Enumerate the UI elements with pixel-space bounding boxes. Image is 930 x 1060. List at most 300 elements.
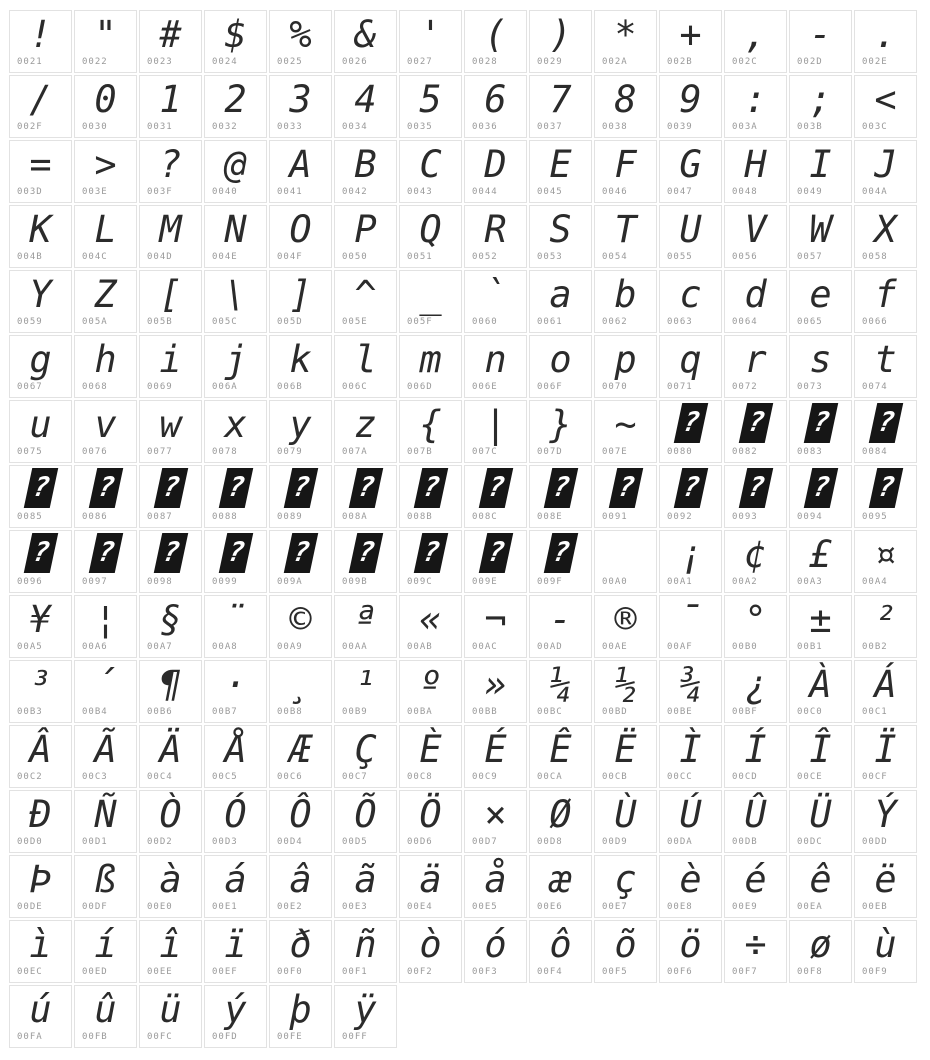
glyph-cell (464, 920, 527, 983)
glyph (140, 272, 201, 316)
glyph-cell (464, 530, 527, 593)
codepoint-label: 00A1 (667, 577, 693, 587)
codepoint-label: 00CF (862, 772, 888, 782)
glyph-cell (74, 725, 137, 788)
glyph-character: ¿ (744, 663, 767, 706)
notdef-question-mark: ? (809, 472, 832, 503)
glyph-cell (399, 530, 462, 593)
glyph-character: A (289, 143, 312, 186)
glyph (75, 857, 136, 901)
codepoint-label: 005E (342, 317, 368, 327)
glyph (660, 532, 721, 576)
glyph-character: § (159, 598, 182, 641)
glyph-cell (529, 335, 592, 398)
glyph-character: ¢ (744, 533, 767, 576)
codepoint-label: 004E (212, 252, 238, 262)
glyph-character: R (484, 208, 507, 251)
glyph-character: æ (549, 858, 572, 901)
codepoint-label: 00D8 (537, 837, 563, 847)
glyph-character: È (419, 728, 442, 771)
glyph-cell (789, 725, 852, 788)
glyph-cell (269, 595, 332, 658)
glyph-character: Z (94, 273, 117, 316)
codepoint-label: 0067 (17, 382, 43, 392)
codepoint-label: 0062 (602, 317, 628, 327)
codepoint-label: 0026 (342, 57, 368, 67)
glyph (660, 467, 721, 511)
glyph-cell (724, 335, 787, 398)
glyph (10, 857, 71, 901)
glyph (10, 272, 71, 316)
glyph-character: K (29, 208, 52, 251)
glyph-cell (269, 920, 332, 983)
glyph-character: ð (289, 923, 312, 966)
glyph-cell (529, 205, 592, 268)
glyph (205, 337, 266, 381)
codepoint-label: 0023 (147, 57, 173, 67)
glyph-character: , (744, 13, 767, 56)
glyph-character: y (289, 403, 312, 446)
glyph-cell (854, 270, 917, 333)
glyph-cell (854, 660, 917, 723)
glyph-character: 8 (614, 78, 637, 121)
glyph-cell (204, 140, 267, 203)
codepoint-label: 0096 (17, 577, 43, 587)
codepoint-label: 0041 (277, 187, 303, 197)
codepoint-label: 00D7 (472, 837, 498, 847)
codepoint-label: 00CD (732, 772, 758, 782)
glyph-character: ¥ (29, 598, 52, 641)
glyph-character: [ (159, 273, 182, 316)
glyph-cell (139, 270, 202, 333)
codepoint-label: 00A7 (147, 642, 173, 652)
glyph-character: z (354, 403, 377, 446)
glyph (725, 792, 786, 836)
codepoint-label: 008B (407, 512, 433, 522)
glyph (595, 532, 656, 576)
glyph-character: / (29, 78, 52, 121)
glyph (465, 272, 526, 316)
codepoint-label: 0063 (667, 317, 693, 327)
glyph-character: ® (614, 598, 637, 641)
codepoint-label: 009E (472, 577, 498, 587)
codepoint-label: 008E (537, 512, 563, 522)
glyph-character: â (289, 858, 312, 901)
glyph-cell (789, 400, 852, 463)
glyph (75, 662, 136, 706)
codepoint-label: 00B1 (797, 642, 823, 652)
notdef-question-mark: ? (224, 472, 247, 503)
glyph-cell (269, 855, 332, 918)
glyph-character: n (484, 338, 507, 381)
glyph-character: ° (744, 598, 767, 641)
glyph-cell (269, 75, 332, 138)
glyph (205, 792, 266, 836)
codepoint-label: 0047 (667, 187, 693, 197)
glyph-character: C (419, 143, 442, 186)
glyph (140, 337, 201, 381)
glyph-cell (529, 465, 592, 528)
codepoint-label: 00E0 (147, 902, 173, 912)
glyph-character: V (744, 208, 767, 251)
glyph (595, 402, 656, 446)
glyph-character: © (289, 598, 312, 641)
glyph (595, 727, 656, 771)
glyph (270, 272, 331, 316)
glyph-cell (464, 335, 527, 398)
glyph (855, 467, 916, 511)
glyph-cell (594, 205, 657, 268)
glyph-cell (269, 335, 332, 398)
glyph (335, 532, 396, 576)
glyph (855, 402, 916, 446)
notdef-question-mark: ? (679, 472, 702, 503)
glyph-character: u (29, 403, 52, 446)
glyph-cell (334, 790, 397, 853)
glyph-cell (464, 855, 527, 918)
glyph (205, 12, 266, 56)
notdef-question-mark: ? (744, 472, 767, 503)
codepoint-label: 0034 (342, 122, 368, 132)
codepoint-label: 00C9 (472, 772, 498, 782)
glyph-character: ¸ (289, 663, 312, 706)
glyph (530, 597, 591, 641)
glyph-character: M (159, 208, 182, 251)
glyph-cell (854, 75, 917, 138)
codepoint-label: 0087 (147, 512, 173, 522)
glyph-cell (659, 530, 722, 593)
glyph (10, 727, 71, 771)
notdef-box-icon (218, 533, 253, 573)
glyph (270, 207, 331, 251)
glyph-cell (74, 270, 137, 333)
notdef-question-mark: ? (484, 472, 507, 503)
codepoint-label: 0089 (277, 512, 303, 522)
glyph (725, 402, 786, 446)
glyph-character: ê (809, 858, 832, 901)
glyph-character: @ (224, 143, 247, 186)
glyph-character: % (289, 13, 312, 56)
glyph (270, 857, 331, 901)
glyph (270, 402, 331, 446)
glyph (140, 662, 201, 706)
glyph-cell (269, 140, 332, 203)
codepoint-label: 006C (342, 382, 368, 392)
glyph (270, 467, 331, 511)
notdef-question-mark: ? (159, 472, 182, 503)
glyph (270, 987, 331, 1031)
glyph-cell (334, 10, 397, 73)
glyph-character: b (614, 273, 637, 316)
glyph (790, 272, 851, 316)
notdef-box-icon (608, 468, 643, 508)
glyph-character: = (29, 143, 52, 186)
glyph (660, 857, 721, 901)
glyph (335, 77, 396, 121)
glyph-character: ) (549, 13, 572, 56)
glyph-character: ¤ (874, 533, 897, 576)
glyph (140, 142, 201, 186)
glyph-character: À (809, 663, 832, 706)
glyph-character: q (679, 338, 702, 381)
glyph-cell (139, 530, 202, 593)
glyph-cell (659, 465, 722, 528)
codepoint-label: 00EB (862, 902, 888, 912)
glyph-character: } (549, 403, 572, 446)
codepoint-label: 0032 (212, 122, 238, 132)
glyph-character: + (679, 13, 702, 56)
codepoint-label: 00E4 (407, 902, 433, 912)
glyph (660, 727, 721, 771)
glyph-cell (139, 140, 202, 203)
glyph-cell (854, 205, 917, 268)
glyph-character: ^ (354, 273, 377, 316)
glyph (465, 662, 526, 706)
glyph (205, 207, 266, 251)
glyph (465, 792, 526, 836)
codepoint-label: 00BF (732, 707, 758, 717)
codepoint-label: 00EE (147, 967, 173, 977)
notdef-question-mark: ? (29, 537, 52, 568)
notdef-question-mark: ? (549, 472, 572, 503)
codepoint-label: 002C (732, 57, 758, 67)
glyph-character: Ä (159, 728, 182, 771)
glyph-cell (9, 595, 72, 658)
glyph-character: ¯ (679, 598, 702, 641)
glyph-cell (594, 10, 657, 73)
glyph (660, 77, 721, 121)
glyph (465, 532, 526, 576)
glyph (595, 857, 656, 901)
glyph (335, 467, 396, 511)
glyph-cell (9, 855, 72, 918)
notdef-box-icon (153, 468, 188, 508)
glyph (855, 532, 916, 576)
glyph (595, 337, 656, 381)
glyph (855, 922, 916, 966)
codepoint-label: 0077 (147, 447, 173, 457)
glyph-character: ç (614, 858, 637, 901)
glyph-character: ¹ (354, 663, 377, 706)
glyph (790, 532, 851, 576)
glyph (660, 337, 721, 381)
glyph-character: Ë (614, 728, 637, 771)
codepoint-label: 00D1 (82, 837, 108, 847)
codepoint-label: 008A (342, 512, 368, 522)
glyph-character: Þ (29, 858, 52, 901)
glyph-cell (854, 140, 917, 203)
glyph-character: 1 (159, 78, 182, 121)
codepoint-label: 0045 (537, 187, 563, 197)
glyph (530, 12, 591, 56)
glyph (205, 662, 266, 706)
codepoint-label: 00CB (602, 772, 628, 782)
codepoint-label: 00B3 (17, 707, 43, 717)
glyph-cell (399, 660, 462, 723)
glyph-cell (854, 400, 917, 463)
codepoint-label: 00B8 (277, 707, 303, 717)
codepoint-label: 0088 (212, 512, 238, 522)
glyph (10, 922, 71, 966)
codepoint-label: 003B (797, 122, 823, 132)
codepoint-label: 00E3 (342, 902, 368, 912)
glyph-cell (139, 400, 202, 463)
glyph-character: Q (419, 208, 442, 251)
glyph-cell (399, 335, 462, 398)
codepoint-label: 00C0 (797, 707, 823, 717)
glyph (205, 402, 266, 446)
codepoint-label: 0075 (17, 447, 43, 457)
notdef-box-icon (413, 533, 448, 573)
glyph-cell (529, 530, 592, 593)
glyph (660, 597, 721, 641)
glyph (855, 792, 916, 836)
codepoint-label: 00D2 (147, 837, 173, 847)
codepoint-label: 00AF (667, 642, 693, 652)
notdef-box-icon (88, 533, 123, 573)
glyph-character: 4 (354, 78, 377, 121)
codepoint-label: 00A2 (732, 577, 758, 587)
glyph-character: Ç (354, 728, 377, 771)
codepoint-label: 005C (212, 317, 238, 327)
codepoint-label: 0072 (732, 382, 758, 392)
codepoint-label: 0054 (602, 252, 628, 262)
codepoint-label: 00AC (472, 642, 498, 652)
glyph (465, 12, 526, 56)
glyph (530, 922, 591, 966)
notdef-box-icon (478, 533, 513, 573)
glyph-cell (74, 10, 137, 73)
glyph-character: k (289, 338, 312, 381)
glyph-character: E (549, 143, 572, 186)
glyph (270, 727, 331, 771)
codepoint-label: 00A8 (212, 642, 238, 652)
codepoint-label: 00F9 (862, 967, 888, 977)
glyph-cell (334, 530, 397, 593)
glyph-cell (464, 270, 527, 333)
glyph-cell (74, 595, 137, 658)
codepoint-label: 008C (472, 512, 498, 522)
glyph-character: ¶ (159, 663, 182, 706)
glyph-cell (659, 920, 722, 983)
glyph (270, 922, 331, 966)
glyph-character: è (679, 858, 702, 901)
glyph (790, 922, 851, 966)
glyph-character: · (224, 663, 247, 706)
glyph-cell (659, 335, 722, 398)
glyph-cell (139, 790, 202, 853)
glyph-character: h (94, 338, 117, 381)
glyph-cell (529, 790, 592, 853)
glyph-cell (724, 205, 787, 268)
glyph-character: ý (224, 988, 247, 1031)
glyph-cell (139, 920, 202, 983)
glyph-cell (139, 985, 202, 1048)
glyph (400, 272, 461, 316)
glyph-cell (9, 725, 72, 788)
glyph (10, 77, 71, 121)
glyph (335, 727, 396, 771)
codepoint-label: 0069 (147, 382, 173, 392)
glyph (465, 467, 526, 511)
glyph-cell (334, 270, 397, 333)
glyph-character: ¬ (484, 598, 507, 641)
glyph-character: ó (484, 923, 507, 966)
glyph-cell (789, 75, 852, 138)
glyph-cell (659, 75, 722, 138)
codepoint-label: 0076 (82, 447, 108, 457)
glyph (855, 207, 916, 251)
glyph (10, 987, 71, 1031)
glyph (465, 597, 526, 641)
glyph (725, 207, 786, 251)
glyph-cell (854, 790, 917, 853)
glyph (205, 272, 266, 316)
glyph-cell (464, 205, 527, 268)
glyph (400, 792, 461, 836)
glyph-cell (529, 400, 592, 463)
glyph-character: ü (159, 988, 182, 1031)
glyph-cell (269, 270, 332, 333)
glyph (205, 987, 266, 1031)
glyph-cell (789, 10, 852, 73)
notdef-box-icon (738, 403, 773, 443)
codepoint-label: 00DA (667, 837, 693, 847)
codepoint-label: 00F1 (342, 967, 368, 977)
codepoint-label: 0092 (667, 512, 693, 522)
glyph (140, 467, 201, 511)
glyph (335, 597, 396, 641)
glyph-cell (659, 660, 722, 723)
codepoint-label: 00ED (82, 967, 108, 977)
glyph (725, 662, 786, 706)
glyph (75, 77, 136, 121)
glyph-cell (399, 270, 462, 333)
glyph (75, 142, 136, 186)
glyph-cell (204, 985, 267, 1048)
glyph (335, 402, 396, 446)
codepoint-label: 00EF (212, 967, 238, 977)
glyph (75, 922, 136, 966)
codepoint-label: 00E8 (667, 902, 693, 912)
glyph-cell (854, 725, 917, 788)
glyph-cell (334, 725, 397, 788)
glyph-character: Ã (94, 728, 117, 771)
glyph-cell (854, 465, 917, 528)
glyph (465, 727, 526, 771)
glyph-character: Ú (679, 793, 702, 836)
codepoint-label: 003D (17, 187, 43, 197)
glyph-cell (529, 725, 592, 788)
glyph-cell (139, 465, 202, 528)
glyph (660, 142, 721, 186)
glyph (10, 402, 71, 446)
codepoint-label: 0046 (602, 187, 628, 197)
glyph-cell (139, 335, 202, 398)
glyph (790, 597, 851, 641)
codepoint-label: 00C2 (17, 772, 43, 782)
glyph-character: Ò (159, 793, 182, 836)
codepoint-label: 00B0 (732, 642, 758, 652)
glyph-cell (399, 140, 462, 203)
glyph-cell (854, 530, 917, 593)
glyph-character: ò (419, 923, 442, 966)
codepoint-label: 0071 (667, 382, 693, 392)
glyph (790, 337, 851, 381)
glyph-character: f (874, 273, 897, 316)
codepoint-label: 0038 (602, 122, 628, 132)
glyph (205, 597, 266, 641)
